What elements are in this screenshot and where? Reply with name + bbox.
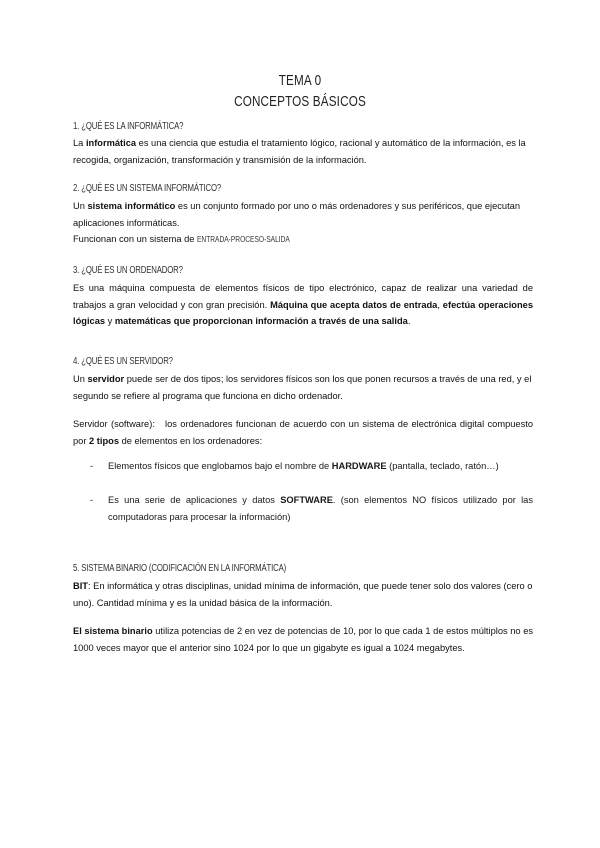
section-3-paragraph (73, 280, 533, 330)
text: es un conjunto formado por uno o más ordenadores y sus periféricos, que ejecutan aplicaciones informáticas. (73, 201, 521, 228)
text: Servidor (software): los ordenadores funcionan de acuerdo con un sistema de electrónica digital compuesto por (73, 419, 536, 446)
bold-term: sistema binario (84, 626, 153, 636)
bold-term: servidor (87, 374, 125, 384)
section-2-paragraph (73, 198, 533, 231)
text: . (son elementos NO físicos utilizado por las computadoras para procesar la información) (108, 495, 533, 522)
text: (pantalla, teclado, ratón…) (386, 461, 499, 471)
section-5-heading: 5. SISTEMA BINARIO (CODIFICACIÓN EN LA INFORMÁTICA) (73, 563, 287, 574)
text: Es una serie de aplicaciones y datos (108, 495, 281, 505)
text: . (407, 316, 411, 326)
section-2-heading: 2. ¿QUÉ ES UN SISTEMA INFORMÁTICO? (73, 183, 222, 194)
text: Un (73, 374, 88, 384)
section-5-paragraph (73, 578, 533, 611)
text: , (437, 299, 443, 310)
text: Elementos físicos que englobamos bajo el nombre de (108, 461, 332, 471)
text: puede ser de dos tipos; los servidores físicos son los que ponen recursos a través de una red, y el segundo se refiere al programa que funciona en dicho ordenador. (73, 374, 532, 401)
text: : En informática y otras disciplinas, unidad mínima de información, que puede tener solo dos valores (cero o uno). Cantidad mínima y es la unidad básica de la información. (73, 581, 533, 608)
bold-term: BIT (73, 581, 88, 591)
section-4-paragraph-2 (73, 416, 536, 449)
bold-term: matemáticas que proporcionan información a través de una salida (114, 316, 408, 326)
bold-term: HARDWARE (331, 461, 387, 471)
text: utiliza potencias de 2 en vez de potencias de 10, por lo que cada 1 de estos múltiplos no es 1000 veces mayor que el anterior sino 1024 por lo que un gigabyte es igual a 1024 megabytes. (73, 626, 534, 653)
bullet-dash: - (90, 495, 94, 505)
text: de elementos en los ordenadores: (119, 435, 263, 446)
text: Funcionan con un sistema de (73, 234, 198, 244)
section-4-paragraph (73, 371, 533, 404)
section-2-paragraph-2 (73, 231, 533, 248)
document-subtitle: CONCEPTOS BÁSICOS (234, 93, 366, 110)
bold-term: 2 tipos (89, 435, 119, 446)
bold-term: SOFTWARE (280, 495, 333, 505)
text: Es una máquina compuesta de elementos físicos de tipo electrónico, capaz de realizar una variedad de trabajos a gran velocidad y con gran precisión. (73, 283, 533, 310)
text: La (73, 138, 86, 148)
text: Un (73, 201, 88, 211)
section-1-heading: 1. ¿QUÉ ES LA INFORMÁTICA? (73, 121, 184, 132)
bold-term: informática (85, 138, 137, 148)
list-item-text (108, 458, 533, 475)
document-title: TEMA 0 (278, 72, 322, 89)
section-4-heading: 4. ¿QUÉ ES UN SERVIDOR? (73, 356, 173, 367)
text: es una ciencia que estudia el tratamiento lógico, racional y automático de la información, es la recogida, organización, transformación y transmisión de la información. (73, 138, 526, 165)
section-1-paragraph (73, 135, 533, 168)
section-5-paragraph-2 (73, 623, 533, 656)
bullet-dash: - (90, 461, 94, 471)
text: y (105, 316, 115, 326)
bold-term: efectúa operaciones lógicas (73, 299, 533, 326)
list-item-text (108, 492, 533, 525)
section-3-heading: 3. ¿QUÉ ES UN ORDENADOR? (73, 265, 183, 276)
caps-term: ENTRADA-PROCESO-SALIDA (197, 234, 290, 244)
bold-term: Máquina que acepta datos de entrada (270, 299, 438, 310)
bold-term: El (73, 626, 85, 636)
bold-term: sistema informático (87, 201, 176, 211)
